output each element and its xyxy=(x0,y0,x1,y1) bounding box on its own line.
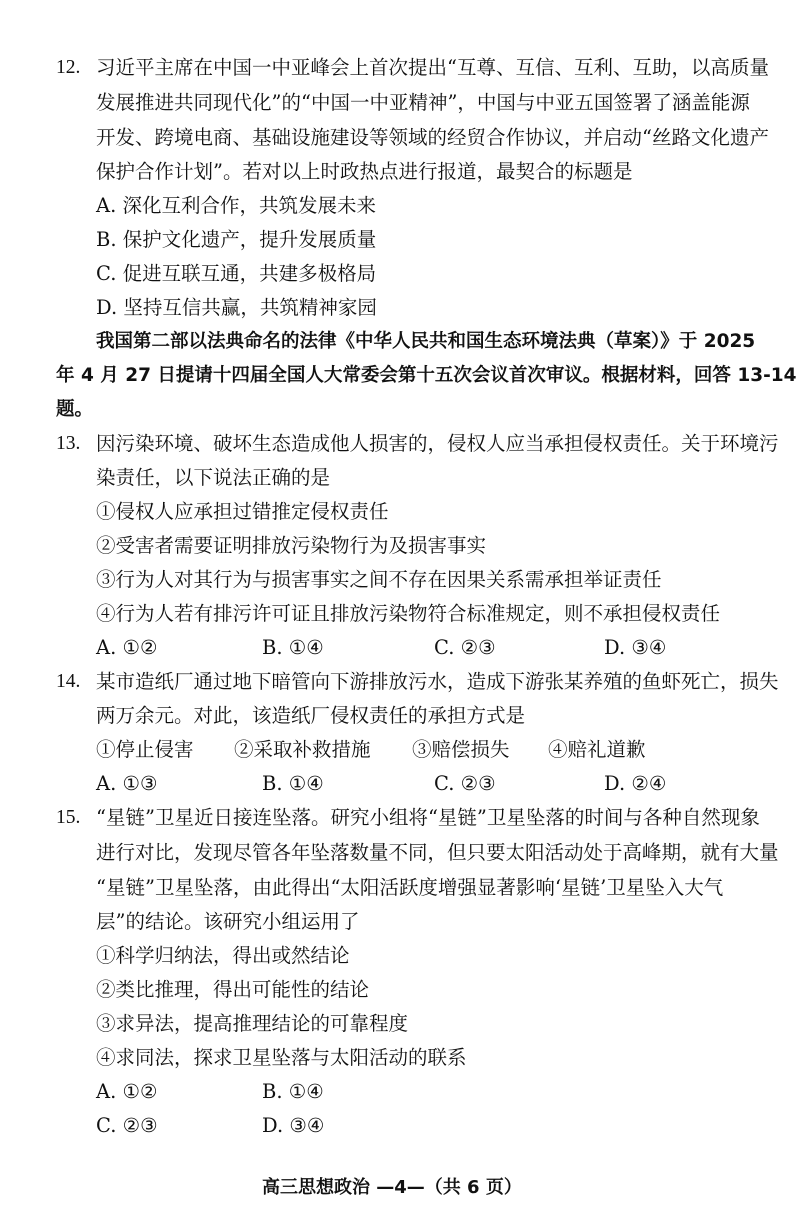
statement-item: ④求同法，探求卫星坠落与太阳活动的联系 xyxy=(96,1046,467,1069)
material-line: 我国第二部以法典命名的法律《中华人民共和国生态环境法典（草案）》于 2025 xyxy=(96,331,756,352)
statement-item: ③赔偿损失 xyxy=(412,738,510,761)
statement-item: ④行为人若有排污许可证且排放污染物符合标准规定，则不承担侵权责任 xyxy=(96,602,721,625)
answer-option-c: C. ②③ xyxy=(96,1114,158,1137)
question-stem-line: 开发、跨境电商、基础设施建设等领域的经贸合作协议，并启动“丝路文化遗产 xyxy=(96,126,769,149)
answer-option-a: A. ①② xyxy=(96,1080,158,1103)
statement-item: ④赔礼道歉 xyxy=(548,738,646,761)
answer-option-c: C. ②③ xyxy=(434,772,496,795)
statement-item: ①停止侵害 xyxy=(96,738,194,761)
statement-item: ③求异法，提高推理结论的可靠程度 xyxy=(96,1012,409,1035)
question-number: 15. xyxy=(56,807,81,828)
statement-item: ③行为人对其行为与损害事实之间不存在因果关系需承担举证责任 xyxy=(96,568,662,591)
answer-option-d: D. ③④ xyxy=(262,1114,325,1137)
page-footer: 高三思想政治 —4—（共 6 页） xyxy=(262,1177,522,1198)
statement-item: ②类比推理，得出可能性的结论 xyxy=(96,978,370,1001)
question-number: 13. xyxy=(56,433,81,454)
answer-option-d: D. 坚持互信共赢，共筑精神家园 xyxy=(96,296,377,319)
question-stem-line: 发展推进共同现代化”的“中国一中亚精神”，中国与中亚五国签署了涵盖能源 xyxy=(96,91,750,114)
answer-option-b: B. 保护文化遗产，提升发展质量 xyxy=(96,228,377,251)
statement-item: ②采取补救措施 xyxy=(234,738,371,761)
question-stem-line: 保护合作计划”。若对以上时政热点进行报道，最契合的标题是 xyxy=(96,160,633,183)
answer-option-a: A. ①③ xyxy=(96,772,158,795)
answer-option-b: B. ①④ xyxy=(262,636,324,659)
answer-option-c: C. 促进互联互通，共建多极格局 xyxy=(96,262,377,285)
question-stem-line: 染责任，以下说法正确的是 xyxy=(96,466,331,489)
answer-option-d: D. ②④ xyxy=(604,772,667,795)
answer-option-a: A. ①② xyxy=(96,636,158,659)
answer-option-b: B. ①④ xyxy=(262,772,324,795)
question-stem-line: 因污染环境、破坏生态造成他人损害的，侵权人应当承担侵权责任。关于环境污 xyxy=(96,432,779,455)
answer-option-a: A. 深化互利合作，共筑发展未来 xyxy=(96,194,376,217)
question-number: 14. xyxy=(56,671,81,692)
statement-item: ①科学归纳法，得出或然结论 xyxy=(96,944,350,967)
question-stem-line: “星链”卫星近日接连坠落。研究小组将“星链”卫星坠落的时间与各种自然现象 xyxy=(96,806,760,829)
material-line: 年 4 月 27 日提请十四届全国人大常委会第十五次会议首次审议。根据材料，回答 13-14 xyxy=(56,365,797,386)
answer-option-d: D. ③④ xyxy=(604,636,667,659)
question-stem-line: 某市造纸厂通过地下暗管向下游排放污水，造成下游张某养殖的鱼虾死亡，损失 xyxy=(96,670,779,693)
statement-item: ②受害者需要证明排放污染物行为及损害事实 xyxy=(96,534,487,557)
statement-item: ①侵权人应承担过错推定侵权责任 xyxy=(96,500,389,523)
question-stem-line: 层”的结论。该研究小组运用了 xyxy=(96,910,360,933)
material-line: 题。 xyxy=(56,399,94,420)
question-stem-line: 习近平主席在中国一中亚峰会上首次提出“互尊、互信、互利、互助，以高质量 xyxy=(96,56,769,79)
question-stem-line: “星链”卫星坠落，由此得出“太阳活跃度增强显著影响‘星链’卫星坠入大气 xyxy=(96,876,724,899)
answer-option-c: C. ②③ xyxy=(434,636,496,659)
question-stem-line: 进行对比，发现尽管各年坠落数量不同，但只要太阳活动处于高峰期，就有大量 xyxy=(96,841,779,864)
question-stem-line: 两万余元。对此，该造纸厂侵权责任的承担方式是 xyxy=(96,704,526,727)
answer-option-b: B. ①④ xyxy=(262,1080,324,1103)
question-number: 12. xyxy=(56,57,81,78)
